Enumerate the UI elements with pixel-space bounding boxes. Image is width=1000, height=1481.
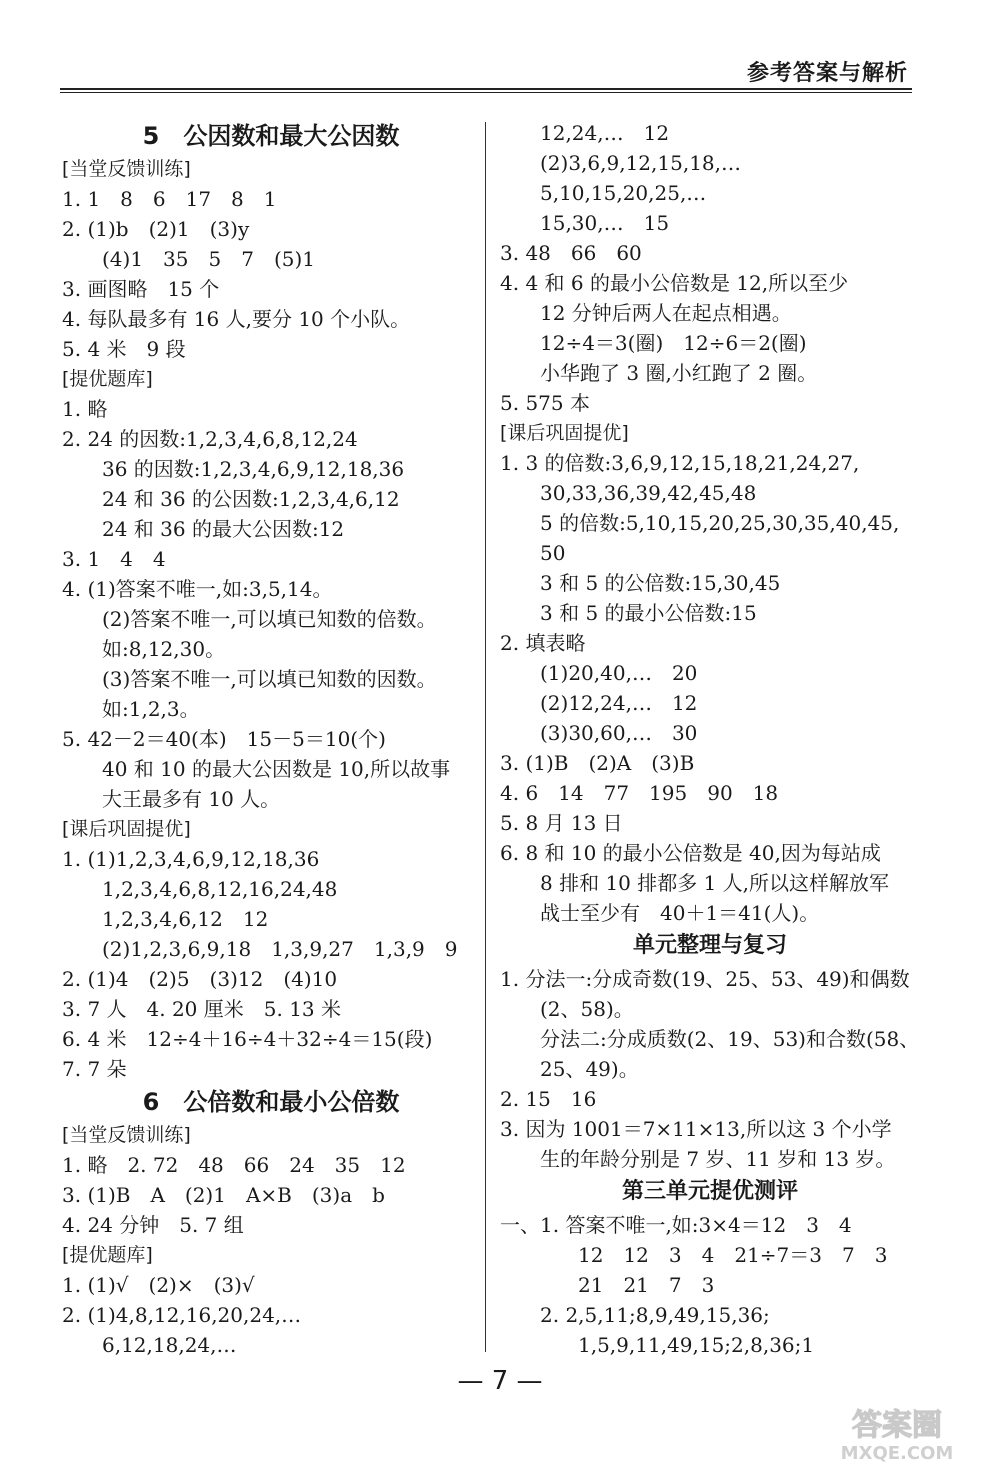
- answer-line: 12 分钟后两人在起点相遇。: [540, 301, 792, 325]
- header-title: 参考答案与解析: [746, 61, 908, 86]
- answer-line: 5,10,15,20,25,…: [540, 181, 707, 205]
- unit-test-title: 第三单元提优测评: [621, 1179, 798, 1204]
- watermark-url: MXQE.COM: [840, 1443, 954, 1464]
- answer-line: 3. 因为 1001＝7×11×13,所以这 3 个小学: [500, 1117, 892, 1141]
- watermark-logo: [812, 1401, 982, 1465]
- column-divider: [485, 122, 486, 1352]
- answer-line: 如:8,12,30。: [102, 637, 226, 661]
- answer-line: 5. 575 本: [500, 391, 590, 415]
- answer-line: 3. (1)B A (2)1 A×B (3)a b: [62, 1183, 385, 1207]
- section-tag: [当堂反馈训练]: [62, 1124, 191, 1146]
- answer-line: 4. 24 分钟 5. 7 组: [62, 1213, 244, 1237]
- answer-line: 小华跑了 3 圈,小红跑了 2 圈。: [540, 361, 818, 385]
- answer-line: 2. (1)4 (2)5 (3)12 (4)10: [62, 967, 338, 991]
- answer-line: (3)答案不唯一,可以填已知数的因数。: [102, 667, 437, 691]
- header-rule: [60, 88, 912, 93]
- answer-line: 1. 略: [62, 397, 108, 421]
- section-tag: [当堂反馈训练]: [62, 158, 191, 180]
- right-column: [500, 118, 920, 1360]
- answer-line: 3. 7 人 4. 20 厘米 5. 13 米: [62, 997, 342, 1021]
- answer-line: 2. 2,5,11;8,9,49,15,36;: [540, 1303, 770, 1327]
- answer-line: 3. 画图略 15 个: [62, 277, 220, 301]
- section-6-title: 6 公倍数和最小公倍数: [142, 1088, 400, 1116]
- answer-line: (4)1 35 5 7 (5)1: [102, 247, 316, 271]
- answer-line: 12 12 3 4 21÷7＝3 7 3: [578, 1243, 888, 1267]
- answer-line: 分法二:分成质数(2、19、53)和合数(58、: [540, 1027, 920, 1051]
- answer-line: 1. (1)1,2,3,4,6,9,12,18,36: [62, 847, 320, 871]
- answer-line: 4. 6 14 77 195 90 18: [500, 781, 779, 805]
- answer-line: 大王最多有 10 人。: [102, 787, 281, 811]
- answer-line: 3 和 5 的最小公倍数:15: [540, 601, 757, 625]
- section-5-title: 5 公因数和最大公因数: [142, 122, 400, 150]
- answer-line: 25、49)。: [540, 1057, 639, 1081]
- watermark-text: 答案圈: [852, 1408, 942, 1443]
- answer-line: 5 的倍数:5,10,15,20,25,30,35,40,45,: [540, 511, 900, 535]
- page-number: — 7 —: [457, 1366, 543, 1396]
- answer-line: 8 排和 10 排都多 1 人,所以这样解放军: [540, 871, 890, 895]
- answer-line: 1. 3 的倍数:3,6,9,12,15,18,21,24,27,: [500, 451, 860, 475]
- answer-line: 15,30,… 15: [540, 211, 670, 235]
- answer-line: 21 21 7 3: [578, 1273, 715, 1297]
- answer-line: 3 和 5 的公倍数:15,30,45: [540, 571, 781, 595]
- answer-line: 36 的因数:1,2,3,4,6,9,12,18,36: [102, 457, 405, 481]
- answer-line: 1,5,9,11,49,15;2,8,36;1: [578, 1333, 815, 1357]
- answer-line: 1. 1 8 6 17 8 1: [62, 187, 277, 211]
- section-tag: [课后巩固提优]: [62, 818, 191, 840]
- answer-line: 2. 24 的因数:1,2,3,4,6,8,12,24: [62, 427, 358, 451]
- answer-line: 1,2,3,4,6,12 12: [102, 907, 269, 931]
- answer-line: 3. 1 4 4: [62, 547, 166, 571]
- unit-review-title: 单元整理与复习: [632, 933, 787, 958]
- answer-line: (2)1,2,3,6,9,18 1,3,9,27 1,3,9 9: [102, 937, 458, 961]
- section-tag: [课后巩固提优]: [500, 422, 629, 444]
- answer-line: 2. (1)b (2)1 (3)y: [62, 217, 250, 241]
- left-column: [62, 118, 480, 1360]
- answer-line: 4. 每队最多有 16 人,要分 10 个小队。: [62, 307, 411, 331]
- answer-line: 6. 8 和 10 的最小公倍数是 40,因为每站成: [500, 841, 881, 865]
- answer-line: 1. 分法一:分成奇数(19、25、53、49)和偶数: [500, 967, 910, 991]
- answer-line: 30,33,36,39,42,45,48: [540, 481, 757, 505]
- answer-line: (2)3,6,9,12,15,18,…: [540, 151, 741, 175]
- answer-line: 2. (1)4,8,12,16,20,24,…: [62, 1303, 302, 1327]
- answer-line: 1. (1)√ (2)× (3)√: [62, 1273, 255, 1297]
- answer-line: (3)30,60,… 30: [540, 721, 698, 745]
- answer-line: 5. 8 月 13 日: [500, 811, 623, 835]
- answer-line: 一、1. 答案不唯一,如:3×4＝12 3 4: [500, 1213, 852, 1237]
- answer-line: 12÷4＝3(圈) 12÷6＝2(圈): [540, 331, 807, 355]
- answer-line: 50: [540, 541, 566, 565]
- answer-line: 3. 48 66 60: [500, 241, 642, 265]
- answer-line: 6,12,18,24,…: [102, 1333, 237, 1357]
- answer-line: 1. 略 2. 72 48 66 24 35 12: [62, 1153, 406, 1177]
- answer-line: (2、58)。: [540, 997, 634, 1021]
- section-tag: [提优题库]: [62, 1244, 153, 1266]
- answer-line: 3. (1)B (2)A (3)B: [500, 751, 695, 775]
- section-tag: [提优题库]: [62, 368, 153, 390]
- answer-line: 24 和 36 的最大公因数:12: [102, 517, 345, 541]
- answer-line: 2. 15 16: [500, 1087, 597, 1111]
- answer-line: 7. 7 朵: [62, 1057, 127, 1081]
- answer-line: 24 和 36 的公因数:1,2,3,4,6,12: [102, 487, 400, 511]
- answer-line: 5. 4 米 9 段: [62, 337, 186, 361]
- answer-line: 2. 填表略: [500, 631, 586, 655]
- answer-line: (1)20,40,… 20: [540, 661, 698, 685]
- answer-line: 12,24,… 12: [540, 121, 670, 145]
- answer-line: (2)答案不唯一,可以填已知数的倍数。: [102, 607, 437, 631]
- answer-line: (2)12,24,… 12: [540, 691, 698, 715]
- answer-line: 6. 4 米 12÷4＋16÷4＋32÷4＝15(段): [62, 1027, 433, 1051]
- answer-line: 5. 42－2＝40(本) 15－5＝10(个): [62, 727, 386, 751]
- answer-line: 40 和 10 的最大公因数是 10,所以故事: [102, 757, 451, 781]
- answer-line: 4. 4 和 6 的最小公倍数是 12,所以至少: [500, 271, 849, 295]
- answer-line: 4. (1)答案不唯一,如:3,5,14。: [62, 577, 333, 601]
- answer-line: 战士至少有 40＋1＝41(人)。: [540, 901, 820, 925]
- answer-line: 如:1,2,3。: [102, 697, 200, 721]
- answer-line: 生的年龄分别是 7 岁、11 岁和 13 岁。: [540, 1147, 896, 1171]
- answer-line: 1,2,3,4,6,8,12,16,24,48: [102, 877, 338, 901]
